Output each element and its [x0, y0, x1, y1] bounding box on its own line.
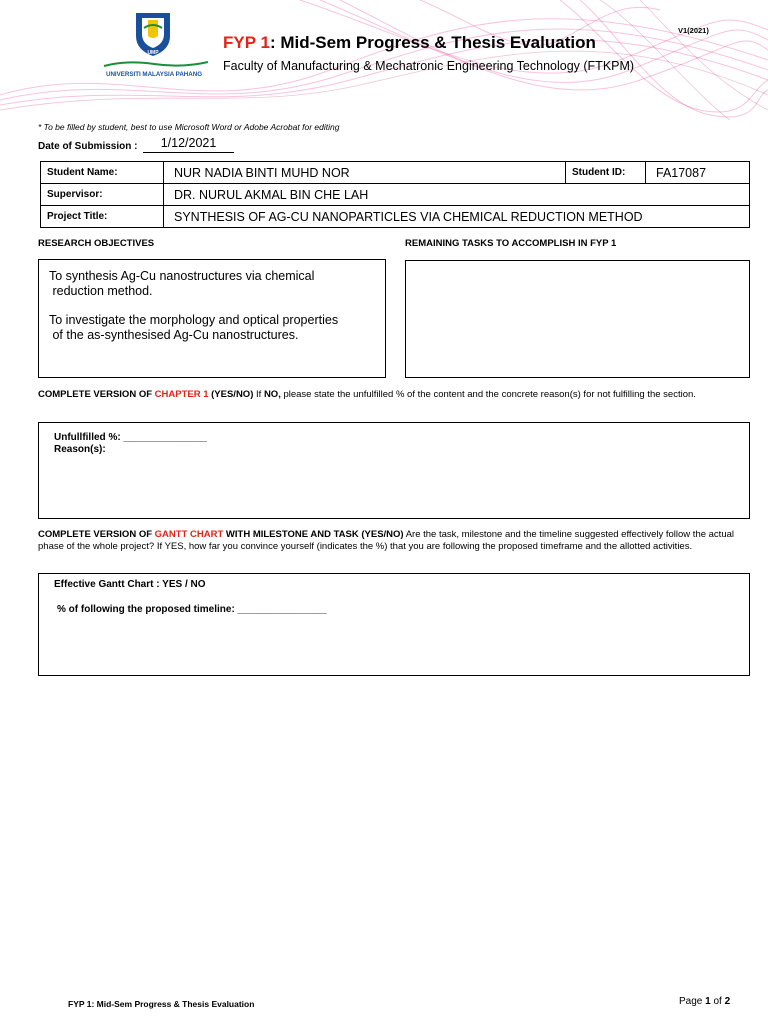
- chapter1-box[interactable]: [38, 422, 750, 519]
- objective-1-line-1: To synthesis Ag-Cu nanostructures via chemical: [49, 269, 315, 283]
- title-rest: : Mid-Sem Progress & Thesis Evaluation: [269, 33, 596, 52]
- unfulfilled-percent-field: Unfullfilled %: _______________: [54, 432, 207, 443]
- version-label: V1(2021): [678, 26, 709, 35]
- gantt-instruction: [38, 529, 738, 553]
- gantt-text-1: COMPLETE VERSION OF: [38, 529, 155, 540]
- faculty-subtitle: Faculty of Manufacturing & Mechatronic Engineering Technology (FTKPM): [223, 59, 635, 73]
- title-prefix: FYP 1: [223, 33, 270, 52]
- supervisor-field[interactable]: DR. NURUL AKMAL BIN CHE LAH: [164, 184, 750, 206]
- date-of-submission-label: Date of Submission :: [38, 141, 138, 152]
- logo-university-text: UNIVERSITI MALAYSIA PAHANG: [105, 71, 203, 78]
- chapter1-text-3: If: [253, 389, 264, 400]
- objective-1-line-2: reduction method.: [49, 284, 153, 298]
- remaining-tasks-box[interactable]: [405, 260, 750, 378]
- remaining-tasks-heading: REMAINING TASKS TO ACCOMPLISH IN FYP 1: [405, 238, 617, 249]
- project-title-label: Project Title:: [41, 206, 164, 228]
- logo-badge-text: UMP: [147, 50, 159, 56]
- gantt-box[interactable]: [38, 573, 750, 676]
- student-info-table: [40, 161, 750, 228]
- chapter1-text-4: NO,: [263, 389, 281, 400]
- research-objectives-heading: RESEARCH OBJECTIVES: [38, 238, 155, 249]
- chapter1-text-1: COMPLETE VERSION OF: [38, 389, 155, 400]
- page-number: [679, 996, 730, 1007]
- gantt-text-3: Are the task, milestone and the timeline suggested effectively follow the actual phase of the whole project? If YES, how far you convince yourself (indicates the %) that you are following the proposed timeframe and the allotted activities.: [38, 529, 734, 552]
- chapter1-text-5: please state the unfulfilled % of the content and the concrete reason(s) for not fulfilling the section.: [280, 389, 696, 400]
- page-of: of: [710, 996, 725, 1007]
- gantt-text-2: WITH MILESTONE AND TASK (YES/NO): [223, 529, 404, 540]
- gantt-highlight: GANTT CHART: [154, 529, 224, 540]
- project-title-field[interactable]: SYNTHESIS OF AG-CU NANOPARTICLES VIA CHEMICAL REDUCTION METHOD: [164, 206, 750, 228]
- supervisor-label: Supervisor:: [41, 184, 164, 206]
- footer-title: FYP 1: Mid-Sem Progress & Thesis Evaluation: [68, 999, 255, 1009]
- effective-gantt-chart-field: Effective Gantt Chart : YES / NO: [54, 579, 206, 590]
- date-of-submission-field[interactable]: 1/12/2021: [143, 136, 234, 153]
- chapter1-instruction: [38, 389, 730, 401]
- chapter1-text-2: (YES/NO): [208, 389, 254, 400]
- objective-2-line-1: To investigate the morphology and optical properties: [49, 313, 339, 327]
- percent-following-timeline-field: % of following the proposed timeline: ________________: [57, 604, 327, 615]
- university-logo: [96, 10, 214, 80]
- fill-instruction-note: * To be filled by student, best to use Microsoft Word or Adobe Acrobat for editing: [38, 122, 340, 132]
- page-word: Page: [679, 996, 706, 1007]
- reasons-label: Reason(s):: [54, 444, 106, 455]
- page-total: 2: [724, 996, 731, 1007]
- student-id-label: Student ID:: [566, 162, 646, 184]
- page-current: 1: [705, 996, 711, 1007]
- objective-2-line-2: of the as-synthesised Ag-Cu nanostructures.: [49, 328, 299, 342]
- student-name-label: Student Name:: [41, 162, 164, 184]
- student-id-field[interactable]: FA17087: [646, 162, 750, 184]
- page-title: [223, 33, 596, 53]
- research-objectives-box[interactable]: [38, 259, 386, 378]
- student-name-field[interactable]: NUR NADIA BINTI MUHD NOR: [164, 162, 566, 184]
- chapter1-highlight: CHAPTER 1: [154, 389, 209, 400]
